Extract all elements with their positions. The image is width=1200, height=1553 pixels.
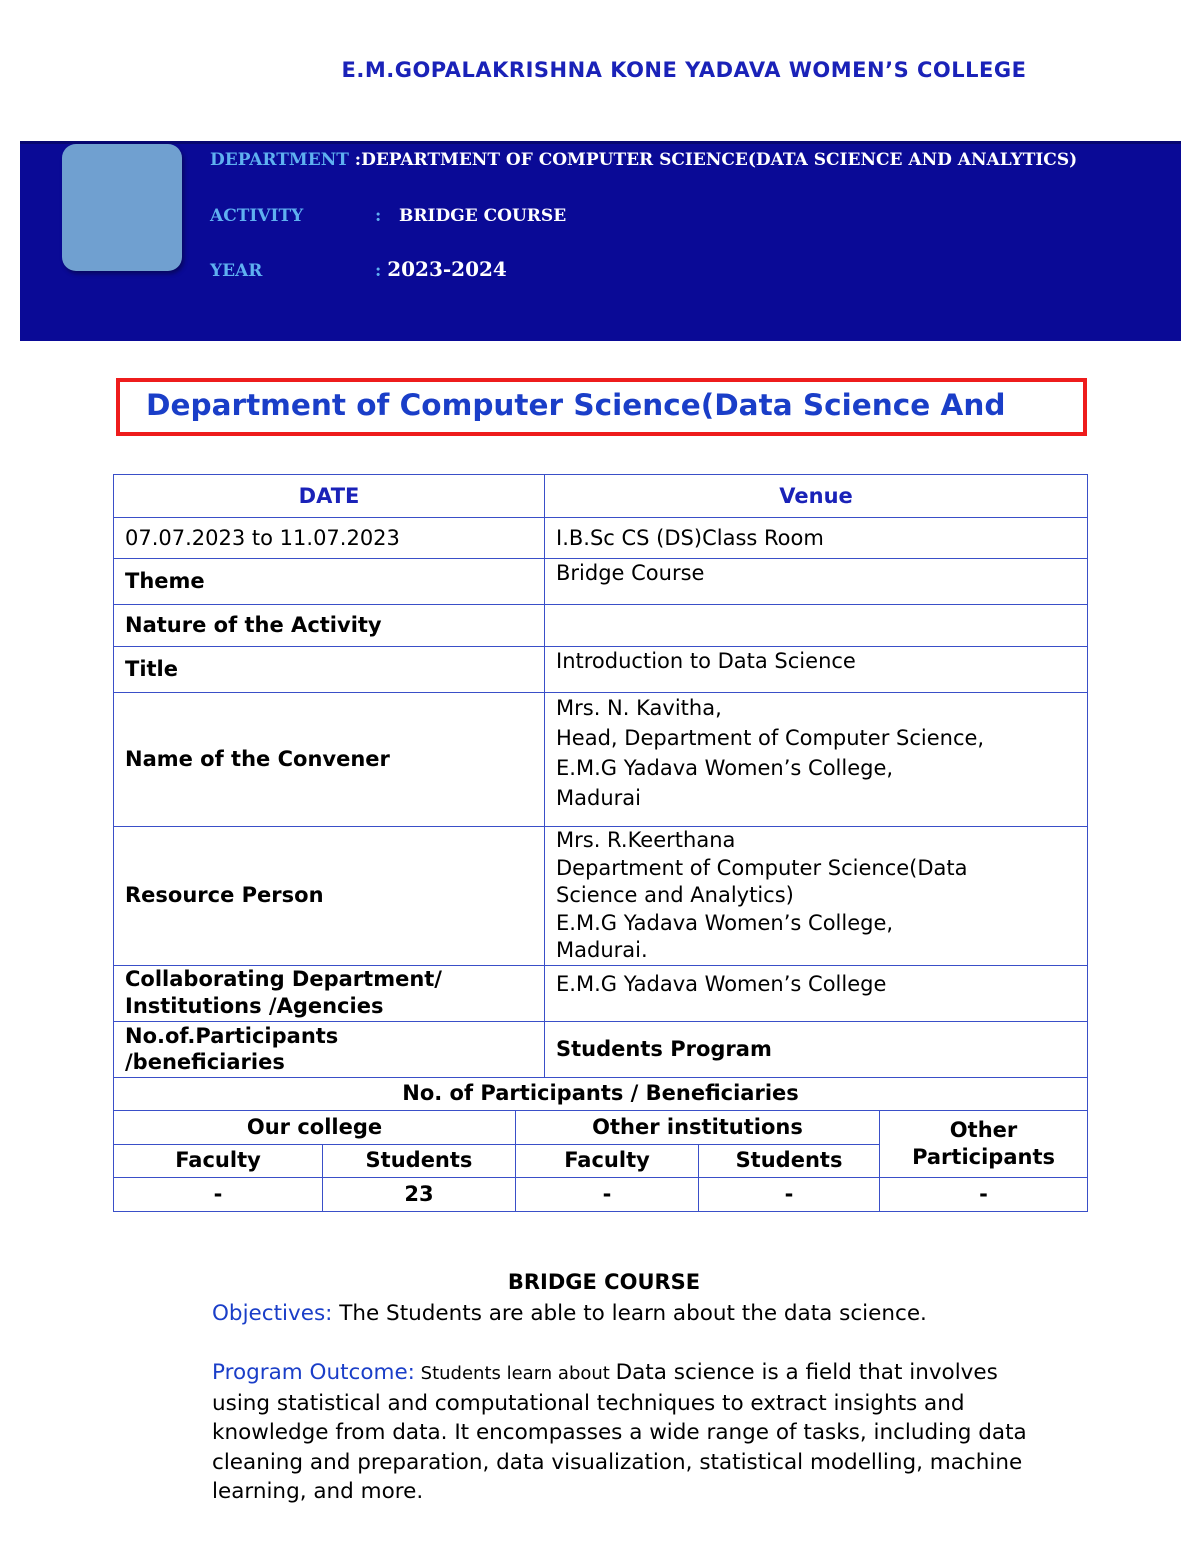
table-row bbox=[114, 1110, 1088, 1144]
department-label: DEPARTMENT bbox=[210, 150, 349, 170]
table-row bbox=[114, 518, 1088, 559]
activity-label: ACTIVITY bbox=[210, 206, 304, 226]
our-faculty-header: Faculty bbox=[114, 1144, 323, 1177]
outcome-text: Data science is a field that involves using statistical and computational techniques to extract insights and knowledge from data. It encompasses a wide range of tasks, including data cleaning and preparation, data visualization, statistical modelling, machine learning, and more. bbox=[212, 1360, 1027, 1505]
activity-table bbox=[113, 474, 1088, 1212]
department-row bbox=[210, 150, 1077, 170]
table-row bbox=[114, 475, 1088, 518]
outcome-paragraph bbox=[212, 1358, 1032, 1507]
collab-label bbox=[114, 965, 545, 1021]
resource-line: Mrs. R.Keerthana bbox=[556, 828, 736, 852]
table-row bbox=[114, 559, 1088, 605]
activity-value: BRIDGE COURSE bbox=[399, 206, 567, 226]
our-faculty-count: - bbox=[114, 1177, 323, 1211]
convener-line: Mrs. N. Kavitha, bbox=[556, 696, 722, 720]
other-participants-line: Participants bbox=[912, 1144, 1055, 1169]
convener-line: Head, Department of Computer Science, bbox=[556, 726, 985, 750]
our-students-header: Students bbox=[323, 1144, 516, 1177]
activity-sep: : bbox=[375, 206, 382, 226]
participants-label-line: /beneficiaries bbox=[125, 1050, 285, 1074]
participants-label-line: No.of.Participants bbox=[125, 1024, 339, 1048]
convener-value bbox=[545, 693, 1088, 827]
resource-line: Science and Analytics) bbox=[556, 883, 794, 907]
collab-value: E.M.G Yadava Women’s College bbox=[545, 965, 1088, 1021]
year-sep: : bbox=[375, 261, 382, 281]
our-students-count: 23 bbox=[323, 1177, 516, 1211]
title-label: Title bbox=[114, 647, 545, 693]
venue-value: I.B.Sc CS (DS)Class Room bbox=[545, 518, 1088, 559]
year-row bbox=[210, 257, 507, 281]
venue-header: Venue bbox=[545, 475, 1088, 518]
other-participants-count: - bbox=[880, 1177, 1088, 1211]
other-participants-line: Other bbox=[949, 1117, 1018, 1142]
table-row bbox=[114, 693, 1088, 827]
college-name: E.M.GOPALAKRISHNA KONE YADAVA WOMEN’S COLLEGE bbox=[341, 58, 1027, 82]
header-banner bbox=[20, 141, 1181, 341]
summary-header: No. of Participants / Beneficiaries bbox=[114, 1077, 1088, 1110]
other-faculty-header: Faculty bbox=[516, 1144, 699, 1177]
collab-label-line: Collaborating Department/ bbox=[125, 967, 442, 991]
date-value: 07.07.2023 to 11.07.2023 bbox=[114, 518, 545, 559]
title-value: Introduction to Data Science bbox=[545, 647, 1088, 693]
objectives-paragraph bbox=[212, 1299, 1032, 1329]
nature-label: Nature of the Activity bbox=[114, 605, 545, 647]
table-row bbox=[114, 1177, 1088, 1211]
other-faculty-count: - bbox=[516, 1177, 699, 1211]
table-row bbox=[114, 605, 1088, 647]
other-institutions-header: Other institutions bbox=[516, 1110, 880, 1144]
other-students-header: Students bbox=[699, 1144, 880, 1177]
other-students-count: - bbox=[699, 1177, 880, 1211]
outcome-lead: Students learn about bbox=[414, 1363, 616, 1384]
table-row bbox=[114, 647, 1088, 693]
date-header: DATE bbox=[114, 475, 545, 518]
theme-label: Theme bbox=[114, 559, 545, 605]
year-label: YEAR bbox=[210, 261, 263, 281]
resource-value bbox=[545, 827, 1088, 966]
resource-line: Madurai. bbox=[556, 938, 648, 962]
resource-line: Department of Computer Science(Data bbox=[556, 855, 968, 880]
convener-label: Name of the Convener bbox=[114, 693, 545, 827]
activity-row bbox=[210, 206, 566, 226]
department-sep: : bbox=[348, 150, 362, 170]
resource-line: E.M.G Yadava Women’s College, bbox=[556, 910, 894, 935]
resource-label: Resource Person bbox=[114, 827, 545, 966]
department-heading: Department of Computer Science(Data Science And bbox=[146, 388, 1006, 422]
participants-label bbox=[114, 1021, 545, 1077]
objectives-text: The Students are able to learn about the data science. bbox=[332, 1301, 927, 1326]
table-row bbox=[114, 965, 1088, 1021]
table-row bbox=[114, 827, 1088, 966]
table-row bbox=[114, 1021, 1088, 1077]
other-participants-header bbox=[880, 1110, 1088, 1177]
nature-value bbox=[545, 605, 1088, 647]
year-value: 2023-2024 bbox=[387, 257, 507, 281]
our-college-header: Our college bbox=[114, 1110, 516, 1144]
bridge-course-title: BRIDGE COURSE bbox=[507, 1270, 701, 1294]
participants-value: Students Program bbox=[545, 1021, 1088, 1077]
objectives-label: Objectives: bbox=[212, 1301, 333, 1326]
department-value: DEPARTMENT OF COMPUTER SCIENCE(DATA SCIENCE AND ANALYTICS) bbox=[361, 150, 1078, 170]
department-heading-box bbox=[116, 378, 1087, 436]
convener-line: E.M.G Yadava Women’s College, bbox=[556, 756, 894, 780]
table-row bbox=[114, 1077, 1088, 1110]
convener-line: Madurai bbox=[556, 786, 641, 810]
outcome-label: Program Outcome: bbox=[212, 1360, 415, 1385]
theme-value: Bridge Course bbox=[545, 559, 1088, 605]
collab-label-line: Institutions /Agencies bbox=[125, 994, 384, 1018]
college-logo bbox=[62, 144, 182, 271]
